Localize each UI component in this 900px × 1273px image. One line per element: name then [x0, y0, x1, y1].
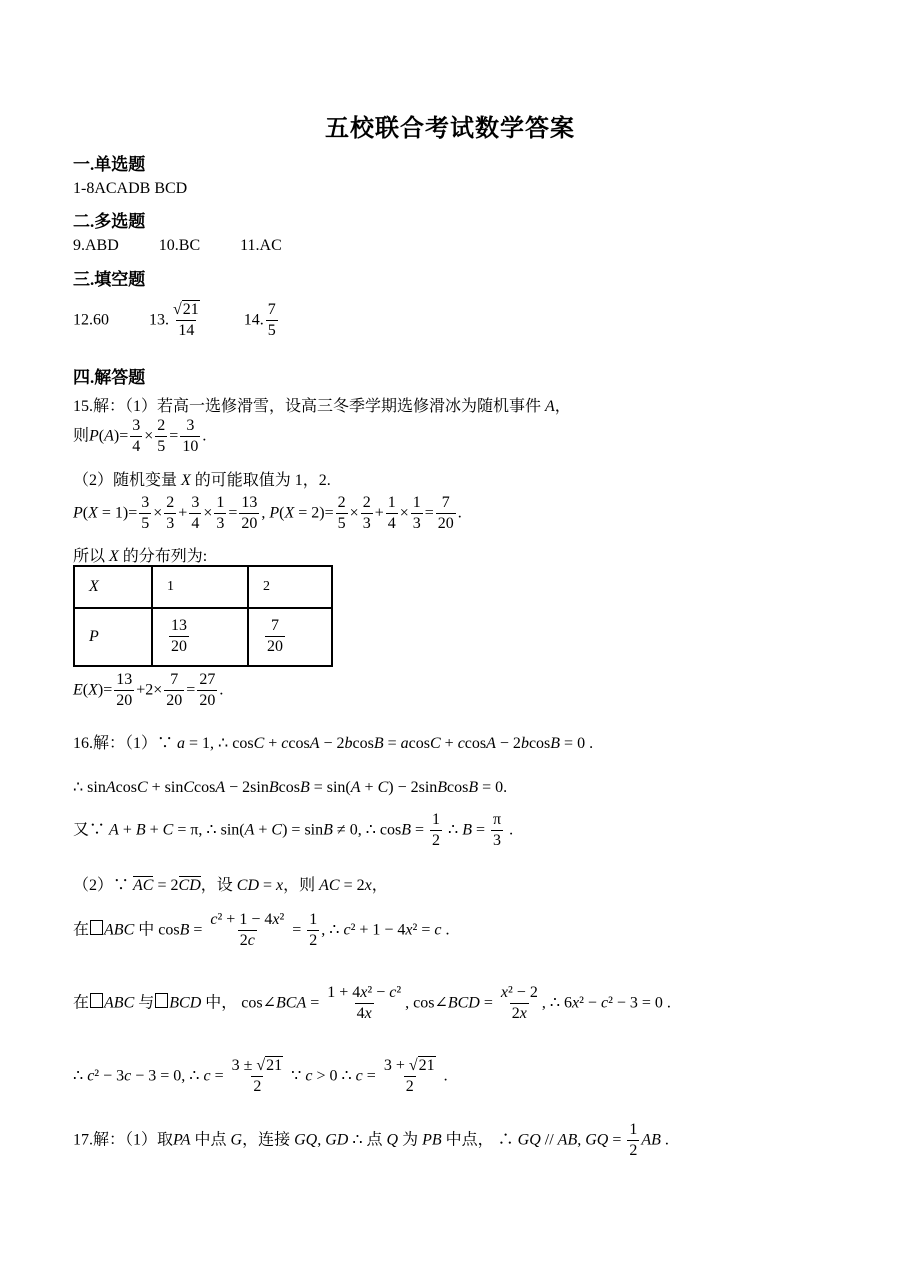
table-cell: 2 — [248, 566, 332, 608]
table-row — [74, 566, 332, 608]
table-cell: 1 — [152, 566, 248, 608]
section-heading-solutions: 四.解答题 — [73, 368, 146, 387]
table-cell: $\frac{13}{20}$ — [152, 608, 248, 666]
answer-9: 9.ABD — [73, 237, 119, 254]
answer-14-fraction: $\frac{7}{5}$ — [267, 301, 276, 339]
answer-13-fraction: $\frac{√21}{14}$ — [173, 301, 199, 339]
q16-line-4: （2）∵ AC = 2CD，设 CD = x，则 AC = 2x， — [73, 877, 388, 894]
multi-choice-answers — [73, 237, 282, 255]
distribution-table — [73, 565, 333, 667]
section-heading-multi-choice: 二.多选题 — [73, 212, 146, 231]
q15-line-3: （2）随机变量 X 的可能取值为 1，2. — [73, 472, 331, 489]
q15-line-5: 所以 X 的分布列为: — [73, 548, 208, 565]
answer-12: 12.60 — [73, 311, 109, 329]
q15-line-1: 15.解：（1）若高一选修滑雪，设高三冬季学期选修滑冰为随机事件 A， — [73, 398, 571, 415]
q15-expectation: E(X)= $\frac{13}{20}$ +2× $\frac{7}{20}$ = $\frac{27}{20}$ . — [73, 671, 224, 709]
section-heading-fill-blank: 三.填空题 — [73, 270, 146, 289]
answer-13-label: 13. — [149, 311, 169, 329]
table-header-x: X — [74, 566, 152, 608]
table-header-p: P — [74, 608, 152, 666]
q16-line-3: 又∵ A + B + C = π, ∴ sin(A + C) = sinB ≠ 0, ∴ cosB = $\frac{1}{2}$ ∴ B = $\frac{\pi}{3}$ . — [73, 811, 514, 849]
section-heading-single-choice: 一.单选题 — [73, 155, 146, 174]
q16-line-1: 16.解：（1）∵ a = 1, ∴ cosC + ccosA − 2bcosB = acosC + ccosA − 2bcosB = 0 . — [73, 735, 594, 752]
page-title: 五校联合考试数学答案 — [325, 116, 575, 142]
answer-14-label: 14. — [243, 311, 264, 329]
q16-line-6: 在 ABC 与 BCD 中， cos∠BCA = $\frac{\text{1 + 4x² − c²}}{4x}$ , cos∠BCD = $\frac{\text{x² − 2}}{2x}$ , ∴ 6x² − c² − 3 = 0 . — [73, 984, 671, 1022]
fill-blank-answers — [73, 302, 280, 340]
answer-10: 10.BC — [158, 237, 201, 254]
answer-11: 11.AC — [240, 237, 282, 254]
q16-line-5: 在 ABC 中 cosB = $\frac{\text{c² + 1 − 4x²}}{2c}$ = $\frac{1}{2}$ , ∴ c² + 1 − 4x² = c . — [73, 911, 450, 949]
q17-line-1: 17.解：（1）取PA 中点 G，连接 GQ, GD ∴ 点 Q 为 PB 中点， ∴ GQ // AB, GQ = $\frac{1}{2}$ AB . — [73, 1121, 669, 1159]
q16-line-7: ∴ c² − 3c − 3 = 0, ∴ c = $\frac{3 \pm √21}{2}$ ∵ c > 0 ∴ c = $\frac{3 + √21}{2}$ . — [73, 1057, 448, 1095]
q15-line-4: P(X = 1)= $\frac{3}{5}$ × $\frac{2}{3}$ + $\frac{3}{4}$ × $\frac{1}{3}$ = $\frac{13}{20}$ , P(X = 2)= $\frac{2}{5}$ × $\frac{2}{3}$ + $\frac{1}{4}$ × $\frac{1}{3}$ = $\frac{7}{20}$ . — [73, 494, 462, 532]
single-choice-answers: 1-8ACADB BCD — [73, 180, 188, 197]
table-row — [74, 608, 332, 666]
table-cell: $\frac{7}{20}$ — [248, 608, 332, 666]
q16-line-2: ∴ sinAcosC + sinCcosA − 2sinBcosB = sin(A + C) − 2sinBcosB = 0. — [73, 779, 508, 796]
q15-line-2: 则P(A)= $\frac{3}{4}$ × $\frac{2}{5}$ = $\frac{3}{10}$ . — [73, 417, 207, 455]
